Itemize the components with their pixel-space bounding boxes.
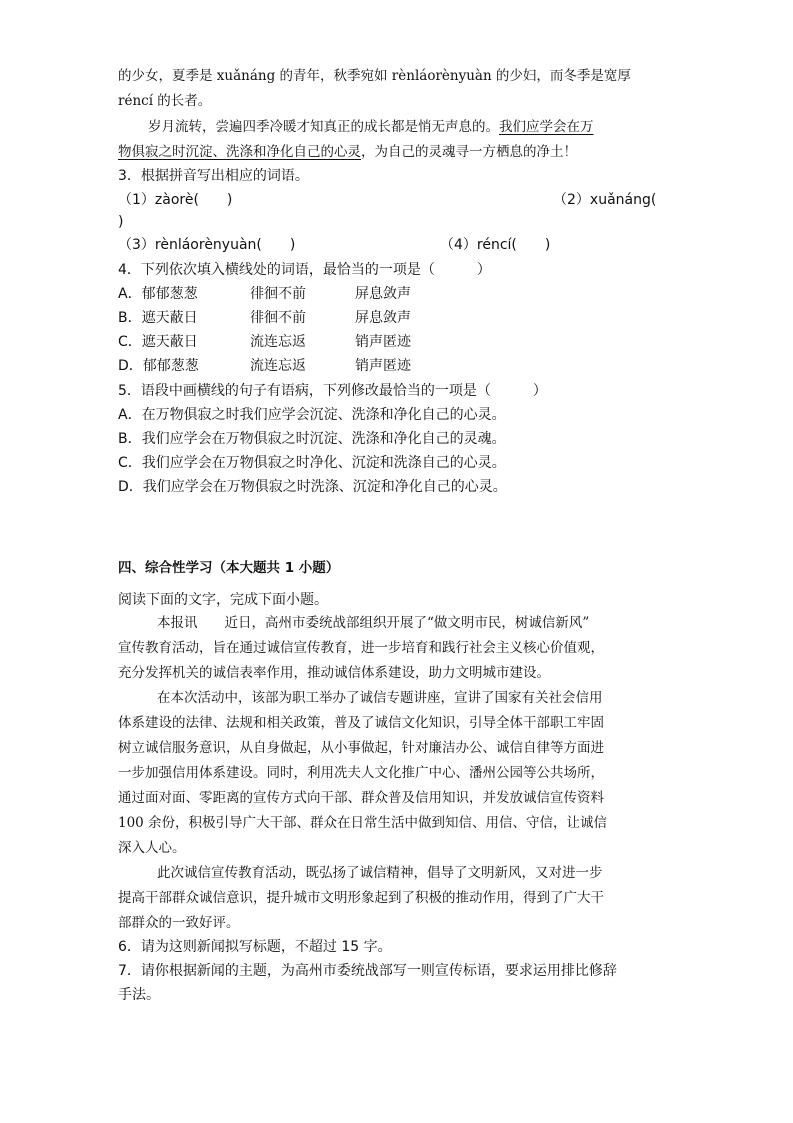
- section-4-intro: 阅读下面的文字，完成下面小题。: [118, 592, 328, 608]
- q4-option-b-word-2: 徘徊不前: [250, 310, 306, 326]
- news-line-3: 充分发挥机关的诚信表率作用，推动诚信体系建设，助力文明城市建设。: [118, 665, 550, 681]
- q4-option-d-word-2: 流连忘返: [250, 358, 306, 374]
- passage-line-3: [148, 117, 594, 137]
- q4-option-b-label: B．遮天蔽日: [118, 310, 198, 326]
- news-line-5: 体系建设的法律、法规和相关政策，普及了诚信文化知识，引导全体干部职工牢固: [118, 715, 604, 731]
- q7-stem-line-1: 7．请你根据新闻的主题，为高州市委统战部写一则宣传标语，要求运用排比修辞: [118, 963, 617, 979]
- passage-line-1: 的少女，夏季是 xuǎnáng 的青年，秋季宛如 rènláorènyuàn 的少妇，而冬季是宽厚: [118, 68, 631, 84]
- news-line-13: 部群众的一致好评。: [118, 915, 240, 931]
- q3-item-3: （3）rènláorènyuàn( ): [118, 237, 296, 253]
- passage-line-4-plain: ，为自己的灵魂寻一方栖息的净土！: [361, 144, 577, 160]
- q4-option-a-word-3: 屏息敛声: [355, 286, 411, 302]
- q3-item-4: （4）réncí( ): [440, 237, 551, 253]
- q5-option-b: B．我们应学会在万物俱寂之时沉淀、洗涤和净化自己的灵魂。: [118, 431, 506, 447]
- q5-option-d: D．我们应学会在万物俱寂之时洗涤、沉淀和净化自己的心灵。: [118, 479, 507, 495]
- q4-stem: 4．下列依次填入横线处的词语，最恰当的一项是（ ）: [118, 262, 491, 278]
- q5-option-c: C．我们应学会在万物俱寂之时净化、沉淀和洗涤自己的心灵。: [118, 455, 506, 471]
- passage-line-2: réncí 的长者。: [118, 93, 212, 109]
- q5-option-a: A．在万物俱寂之时我们应学会沉淀、洗涤和净化自己的心灵。: [118, 407, 506, 423]
- news-line-2: 宣传教育活动，旨在通过诚信宣传教育，进一步培育和践行社会主义核心价值观，: [118, 640, 604, 656]
- passage-line-4: [118, 142, 577, 162]
- q3-item-2: （2）xuǎnáng(: [553, 192, 657, 208]
- q4-option-d-label: D．郁郁葱葱: [118, 358, 199, 374]
- q6-stem: 6．请为这则新闻拟写标题，不超过 15 字。: [118, 939, 392, 955]
- news-line-10: 深入人心。: [118, 840, 186, 856]
- news-line-6: 树立诚信服务意识，从自身做起，从小事做起，针对廉洁办公、诚信自律等方面进: [118, 740, 604, 756]
- news-line-4: 在本次活动中，该部为职工举办了诚信专题讲座，宣讲了国家有关社会信用: [157, 690, 603, 706]
- underlined-sentence-part-1: 我们应学会在万: [499, 119, 594, 135]
- q3-stem: 3．根据拼音写出相应的词语。: [118, 168, 309, 184]
- news-line-1: 本报讯 近日，高州市委统战部组织开展了“做文明市民，树诚信新风”: [157, 615, 590, 631]
- q3-item-2-close: ): [118, 214, 124, 230]
- section-4-heading: 四、综合性学习（本大题共 1 小题）: [118, 560, 340, 576]
- q3-item-1: （1）zàorè( ): [118, 192, 233, 208]
- q4-option-c-word-2: 流连忘返: [250, 334, 306, 350]
- underlined-sentence-part-2: 物俱寂之时沉淀、洗涤和净化自己的心灵: [118, 144, 361, 160]
- q4-option-d-word-3: 销声匿迹: [355, 358, 411, 374]
- news-line-7: 一步加强信用体系建设。同时，利用冼夫人文化推广中心、潘州公园等公共场所，: [118, 765, 604, 781]
- news-line-9: 100 余份，积极引导广大干部、群众在日常生活中做到知信、用信、守信，让诚信: [118, 815, 608, 831]
- q4-option-a-word-2: 徘徊不前: [250, 286, 306, 302]
- passage-line-3-plain: 岁月流转，尝遍四季冷暖才知真正的成长都是悄无声息的。: [148, 119, 499, 135]
- q7-stem-line-2: 手法。: [118, 987, 160, 1003]
- q4-option-a-label: A．郁郁葱葱: [118, 286, 198, 302]
- q4-option-c-word-3: 销声匿迹: [355, 334, 411, 350]
- news-line-12: 提高干部群众诚信意识，提升城市文明形象起到了积极的推动作用，得到了广大干: [118, 890, 604, 906]
- news-line-11: 此次诚信宣传教育活动，既弘扬了诚信精神，倡导了文明新风，又对进一步: [157, 865, 603, 881]
- q4-option-b-word-3: 屏息敛声: [355, 310, 411, 326]
- q4-option-c-label: C．遮天蔽日: [118, 334, 198, 350]
- news-line-8: 通过面对面、零距离的宣传方式向干部、群众普及信用知识，并发放诚信宣传资料: [118, 790, 604, 806]
- q5-stem: 5．语段中画横线的句子有语病，下列修改最恰当的一项是（ ）: [118, 383, 547, 399]
